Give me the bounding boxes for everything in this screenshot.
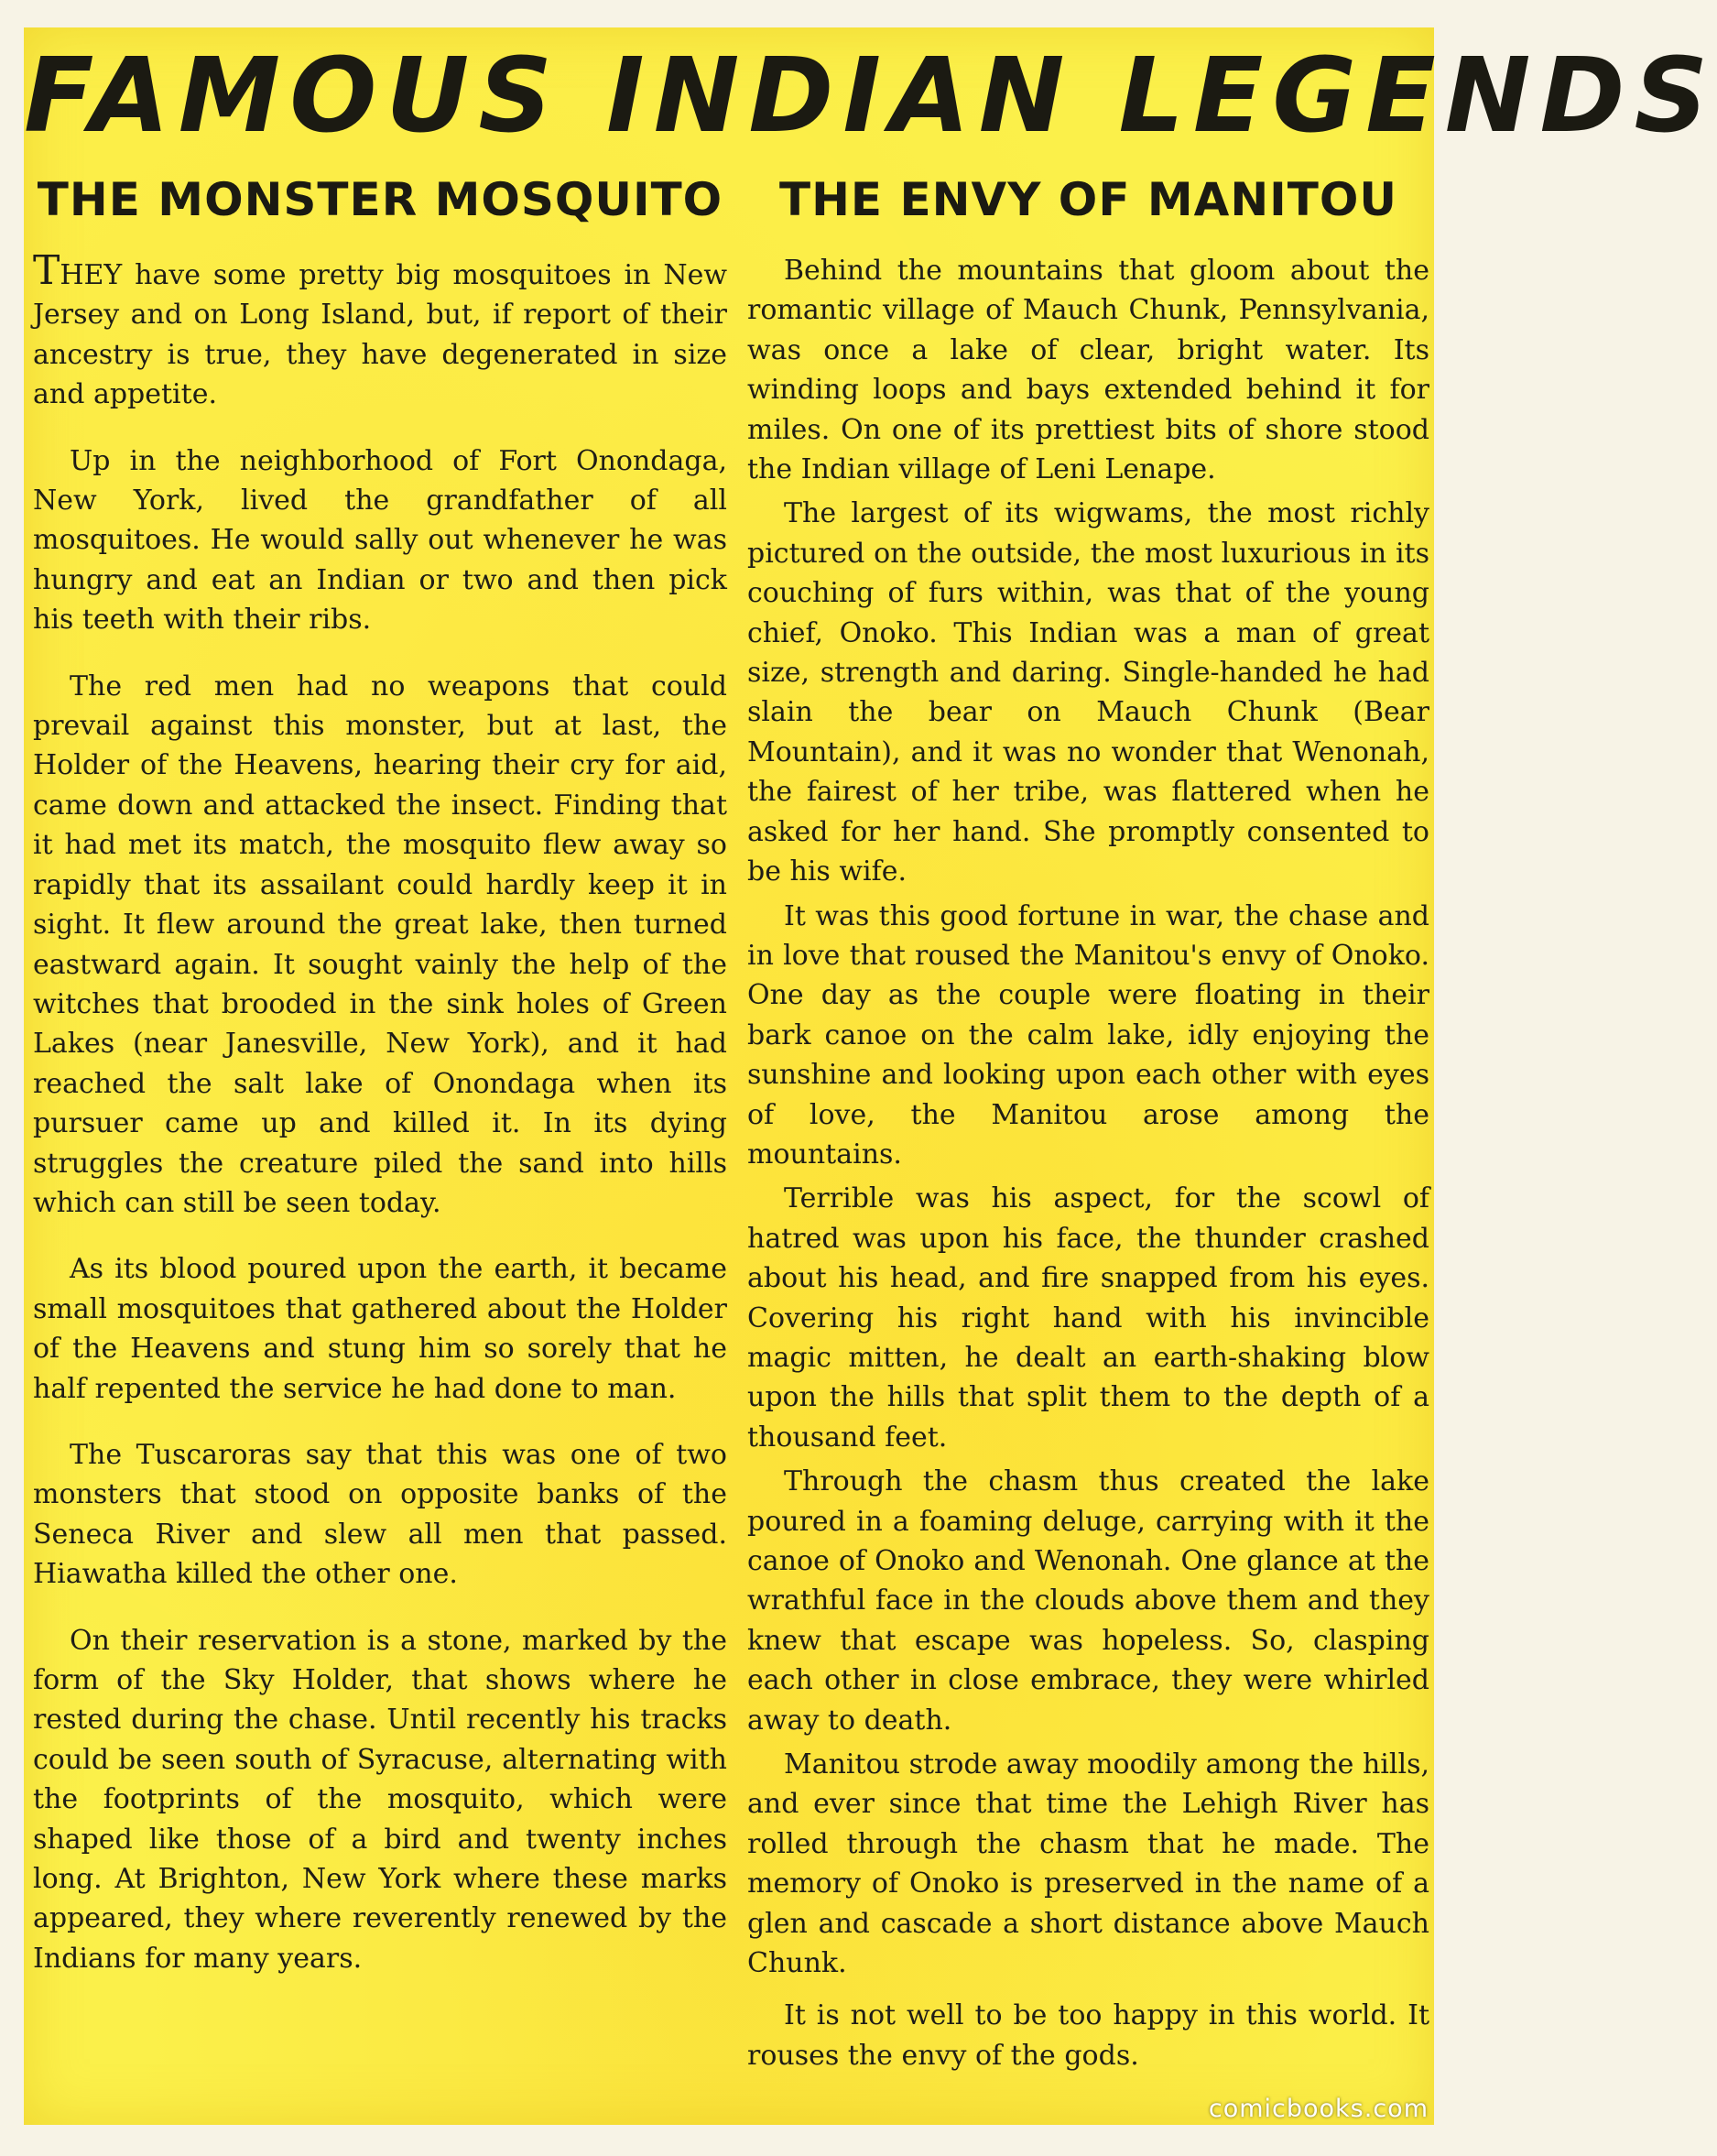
page-title: FAMOUS INDIAN LEGENDS — [24, 37, 1717, 156]
drop-cap: T — [33, 247, 60, 294]
right-paragraph-4: Terrible was his aspect, for the scowl of hatred was upon his face, the thunder crashed about his head, and fire snapped from his eyes. Covering his right hand with his invincible magic mitten, he dealt an earth-shaking blow upon the hills that split them to the depth of a thousand feet. — [747, 1182, 1429, 1454]
right-paragraph-1: Behind the mountains that gloom about the romantic village of Mauch Chunk, Pennsylvania, was once a lake of clear, bright water. Its winding loops and bays extended behind it for miles. On one of its prettiest bits of shore stood the Indian village of Leni Lenape. — [747, 255, 1429, 486]
left-paragraph-5: The Tuscaroras say that this was one of two monsters that stood on opposite banks of the Seneca River and slew all men that passed. Hiawatha killed the other one. — [33, 1438, 727, 1591]
left-paragraph-2: Up in the neighborhood of Fort Onondaga, New York, lived the grandfather of all mosquitoes. He would sally out whenever he was hungry and eat an Indian or two and then pick his teeth with their ribs. — [33, 444, 727, 637]
closing-moral: It is not well to be too happy in this world. It rouses the envy of the gods. — [747, 1999, 1429, 2072]
right-paragraph-2: The largest of its wigwams, the most richly pictured on the outside, the most luxurious in its couching of furs within, was that of the young chief, Onoko. This Indian was a man of great size, strength and daring. Single-handed he had slain the bear on Mauch Chunk (Bear Mountain), and it was no wonder that Wenonah, the fairest of her tribe, was flattered when he asked for her hand. She promptly consented to be his wife. — [747, 497, 1429, 888]
right-story — [747, 165, 1429, 2080]
left-story-heading: THE MONSTER MOSQUITO — [37, 173, 723, 226]
right-story-heading: THE ENVY OF MANITOU — [778, 173, 1397, 226]
left-story — [33, 165, 727, 2005]
right-paragraph-5: Through the chasm thus created the lake poured in a foaming deluge, carrying with it the canoe of Onoko and Wenonah. One glance at the wrathful face in the clouds above them and they knew that escape was hopeless. So, clasping each other in close embrace, they were whirled away to death. — [747, 1465, 1429, 1737]
left-paragraph-3: The red men had no weapons that could prevail against this monster, but at last, the Holder of the Heavens, hearing their cry for aid, came down and attacked the insect. Finding that it had met its match, the mosquito flew away so rapidly that its assailant could hardly keep it in sight. It flew around the great lake, then turned eastward again. It sought vainly the help of the witches that brooded in the sink holes of Green Lakes (near Janesville, New York), and it had reached the salt lake of Onondaga when its pursuer came up and killed it. In its dying struggles the creature piled the sand into hills which can still be seen today. — [33, 670, 727, 1219]
right-paragraph-6: Manitou strode away moodily among the hills, and ever since that time the Lehigh River has rolled through the chasm that he made. The memory of Onoko is preserved in the name of a glen and cascade a short distance above Mauch Chunk. — [747, 1748, 1429, 1980]
site-watermark: comicbooks.com — [1208, 2095, 1429, 2123]
right-paragraph-3: It was this good fortune in war, the chase and in love that roused the Manitou's envy of Onoko. One day as the couple were floating in their bark canoe on the calm lake, idly enjoying the sunshine and looking upon each other with eyes of love, the Manitou arose among the mountains. — [747, 899, 1429, 1171]
comic-page — [24, 27, 1717, 2125]
left-paragraph-6: On their reservation is a stone, marked by the form of the Sky Holder, that shows where he rested during the chase. Until recently his tracks could be seen south of Syracuse, alternating with the footprints of the mosquito, which were shaped like those of a bird and twenty inches long. At Brighton, New York where these marks appeared, they where reverently renewed by the Indians for many years. — [33, 1624, 727, 1975]
left-paragraph-4: As its blood poured upon the earth, it became small mosquitoes that gathered about the Holder of the Heavens and stung him so sorely that he half repented the service he had done to man. — [33, 1253, 727, 1405]
left-paragraph-1: THEY have some pretty big mosquitoes in New Jersey and on Long Island, but, if report of their ancestry is true, they have degenerated in size and appetite. — [33, 247, 727, 411]
